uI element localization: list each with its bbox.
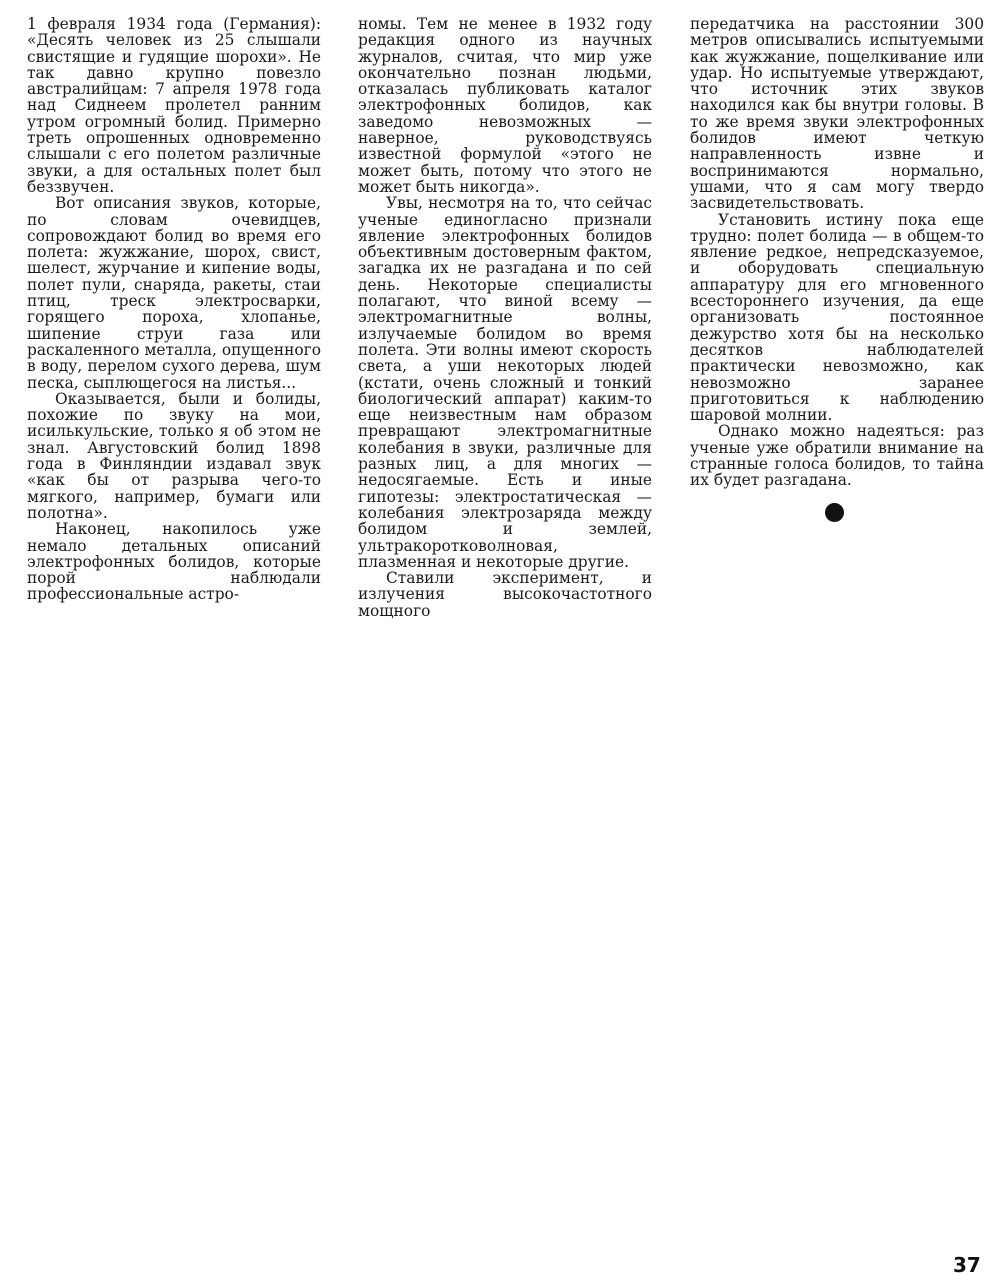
paragraph: 1 февраля 1934 года (Германия): «Десять человек из 25 слышали свистящие и гудящие шорохи». Не так давно крупно повезло австралийцам: 7 апреля 1978 года над Сиднеем пролетел ранним утром огромный болид. Примерно треть опрошенных одновременно слышали с его полетом различные звуки, а для остальных полет был беззвучен. [27,15,321,196]
article-column-2 [358,16,652,619]
paragraph: Увы, несмотря на то, что сейчас ученые единогласно признали явление электрофонных болидов объективным достоверным фактом, загадка их не разгадана и по сей день. Некоторые специалисты полагают, что виной всему — электромагнитные волны, излучаемые болидом во время полета. Эти волны имеют скорость света, а уши некоторых людей (кстати, очень сложный и тонкий биологический аппарат) каким-то еще неизвестным нам образом превращают электромагнитные колебания в звуки, различные для разных лиц, а для многих — недосягаемые. Есть и иные гипотезы: электростатическая — колебания электрозаряда между болидом и землей, ультракоротковолновая, плазменная и некоторые другие. [358,194,652,571]
paragraph: Однако можно надеяться: раз ученые уже обратили внимание на странные голоса болидов, то тайна их будет разгадана. [690,422,984,490]
page-number: 37 [953,1253,981,1277]
article-column-1 [27,16,321,603]
article-column-3 [690,16,984,489]
paragraph: передатчика на расстоянии 300 метров описывались испытуемыми как жужжание, пощелкивание или удар. Но испытуемые утверждают, что источник этих звуков находился как бы внутри головы. В то же время звуки электрофонных болидов имеют четкую направленность извне и воспринимаются нормально, ушами, что я сам могу твердо засвидетельствовать. [690,15,984,213]
paragraph: номы. Тем не менее в 1932 году редакция одного из научных журналов, считая, что мир уже окончательно познан людьми, отказалась публиковать каталог электрофонных болидов, как заведомо невозможных — наверное, руководствуясь известной формулой «этого не может быть, потому что этого не может быть никогда». [358,15,652,196]
paragraph: Оказывается, были и болиды, похожие по звуку на мои, исилькульские, только я об этом не знал. Августовский болид 1898 года в Финляндии издавал звук «как бы от разрыва чего-то мягкого, например, бумаги или полотна». [27,389,321,522]
paragraph: Ставили эксперимент, и излучения высокочастотного мощного [358,569,652,620]
paragraph: Установить истину пока еще трудно: полет болида — в общем-то явление редкое, непредсказуемое, и оборудовать специальную аппаратуру для его мгновенного всестороннего изучения, да еще организовать постоянное дежурство хотя бы на несколько десятков наблюдателей практически невозможно, как невозможно заранее приготовиться к наблюдению шаровой молнии. [690,210,984,425]
paragraph: Наконец, накопилось уже немало детальных описаний электрофонных болидов, которые порой наблюдали профессиональные астро- [27,520,321,604]
paragraph: Вот описания звуков, которые, по словам очевидцев, сопровождают болид во время его полета: жужжание, шорох, свист, шелест, журчание и кипение воды, полет пули, снаряда, ракеты, стаи птиц, треск электросварки, горящего пороха, хлопанье, шипение струи газа или раскаленного металла, опущенного в воду, перелом сухого дерева, шум песка, сыплющегося на листья... [27,194,321,392]
end-of-article-dot-icon [825,503,844,522]
